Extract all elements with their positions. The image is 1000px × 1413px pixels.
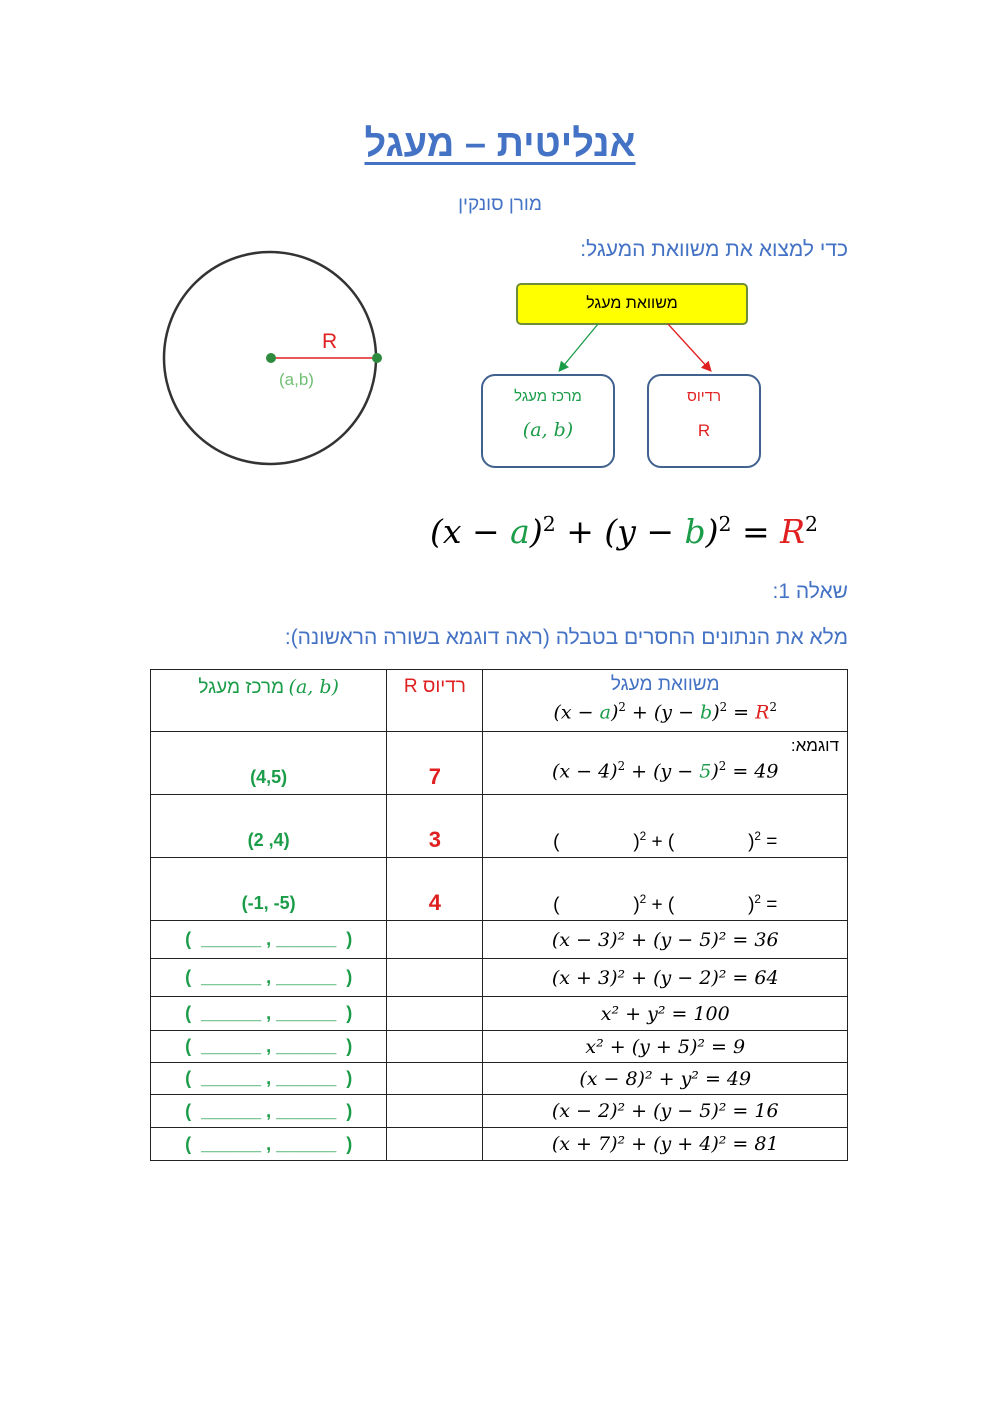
row2-equation-blank[interactable]: ( )$^2$ + ( )$^2$ = [483,795,848,858]
example-equation: דוגמא: $(x - 4)^2 + (y - 5)^2 = 49$ [483,732,848,795]
table-row [151,1095,848,1128]
main-equation: $(x - a)^2 + (y - b)^2 = R^2$ [430,512,819,551]
table-row [151,1128,848,1161]
author-name: מורן סונקין [458,194,542,215]
example-radius: 7 [387,732,483,795]
equation-cell: (x + 7)² + (y + 4)² = 81 [483,1128,848,1161]
row2-center: (2 ,4) [151,795,387,858]
center-blank[interactable]: ( ______ , ______ ) [151,1063,387,1095]
row-2 [151,795,848,858]
row-3 [151,858,848,921]
instruction-text: מלא את הנתונים החסרים בטבלה (ראה דוגמא בשורה הראשונה): [284,626,848,649]
header-row [151,670,848,732]
header-center: מרכז מעגל (a, b) [151,670,387,732]
example-label: דוגמא: [790,736,839,755]
radius-label: R [322,330,338,353]
intro-text: כדי למצוא את משוואת המעגל: [580,238,848,261]
circle-diagram [160,250,400,470]
edge-point [372,353,382,363]
equation-cell: (x − 2)² + (y − 5)² = 16 [483,1095,848,1128]
table-row [151,1031,848,1063]
header-radius: רדיוס R [387,670,483,732]
table-row [151,921,848,959]
center-point [266,353,276,363]
equation-cell: (x + 3)² + (y − 2)² = 64 [483,959,848,997]
center-blank[interactable]: ( ______ , ______ ) [151,921,387,959]
center-blank[interactable]: ( ______ , ______ ) [151,1128,387,1161]
page-title: אנליטית – מעגל [364,123,636,165]
radius-blank[interactable] [387,1031,483,1063]
question-label: שאלה 1: [772,580,848,603]
radius-blank[interactable] [387,1095,483,1128]
row3-center: (-1, -5) [151,858,387,921]
row3-equation-blank[interactable]: ( )$^2$ + ( )$^2$ = [483,858,848,921]
equation-cell: x² + y² = 100 [483,997,848,1031]
equation-box: משוואת מעגל [516,283,748,325]
radius-blank[interactable] [387,997,483,1031]
header-equation: משוואת מעגל $(x - a)^2 + (y - b)^2 = R^2$ [483,670,848,732]
radius-box-value: R [697,421,711,440]
radius-box [647,374,761,468]
example-row [151,732,848,795]
center-blank[interactable]: ( ______ , ______ ) [151,959,387,997]
table-row [151,959,848,997]
table-row [151,1063,848,1095]
center-box [481,374,615,468]
example-center: (4,5) [151,732,387,795]
equation-cell: (x − 8)² + y² = 49 [483,1063,848,1095]
table-row [151,997,848,1031]
radius-blank[interactable] [387,1128,483,1161]
equation-cell: x² + (y + 5)² = 9 [483,1031,848,1063]
radius-blank[interactable] [387,921,483,959]
arrow-to-center [560,324,598,370]
center-blank[interactable]: ( ______ , ______ ) [151,1095,387,1128]
center-box-value: (a, b) [522,419,574,441]
center-label: (a,b) [279,370,314,389]
radius-box-title: רדיוס [687,388,721,405]
flow-arrows [540,322,730,377]
answers-table [150,669,848,1161]
center-blank[interactable]: ( ______ , ______ ) [151,997,387,1031]
row2-radius: 3 [387,795,483,858]
arrow-to-radius [668,324,710,370]
radius-blank[interactable] [387,1063,483,1095]
radius-blank[interactable] [387,959,483,997]
equation-cell: (x − 3)² + (y − 5)² = 36 [483,921,848,959]
center-box-title: מרכז מעגל [514,388,582,405]
row3-radius: 4 [387,858,483,921]
center-blank[interactable]: ( ______ , ______ ) [151,1031,387,1063]
